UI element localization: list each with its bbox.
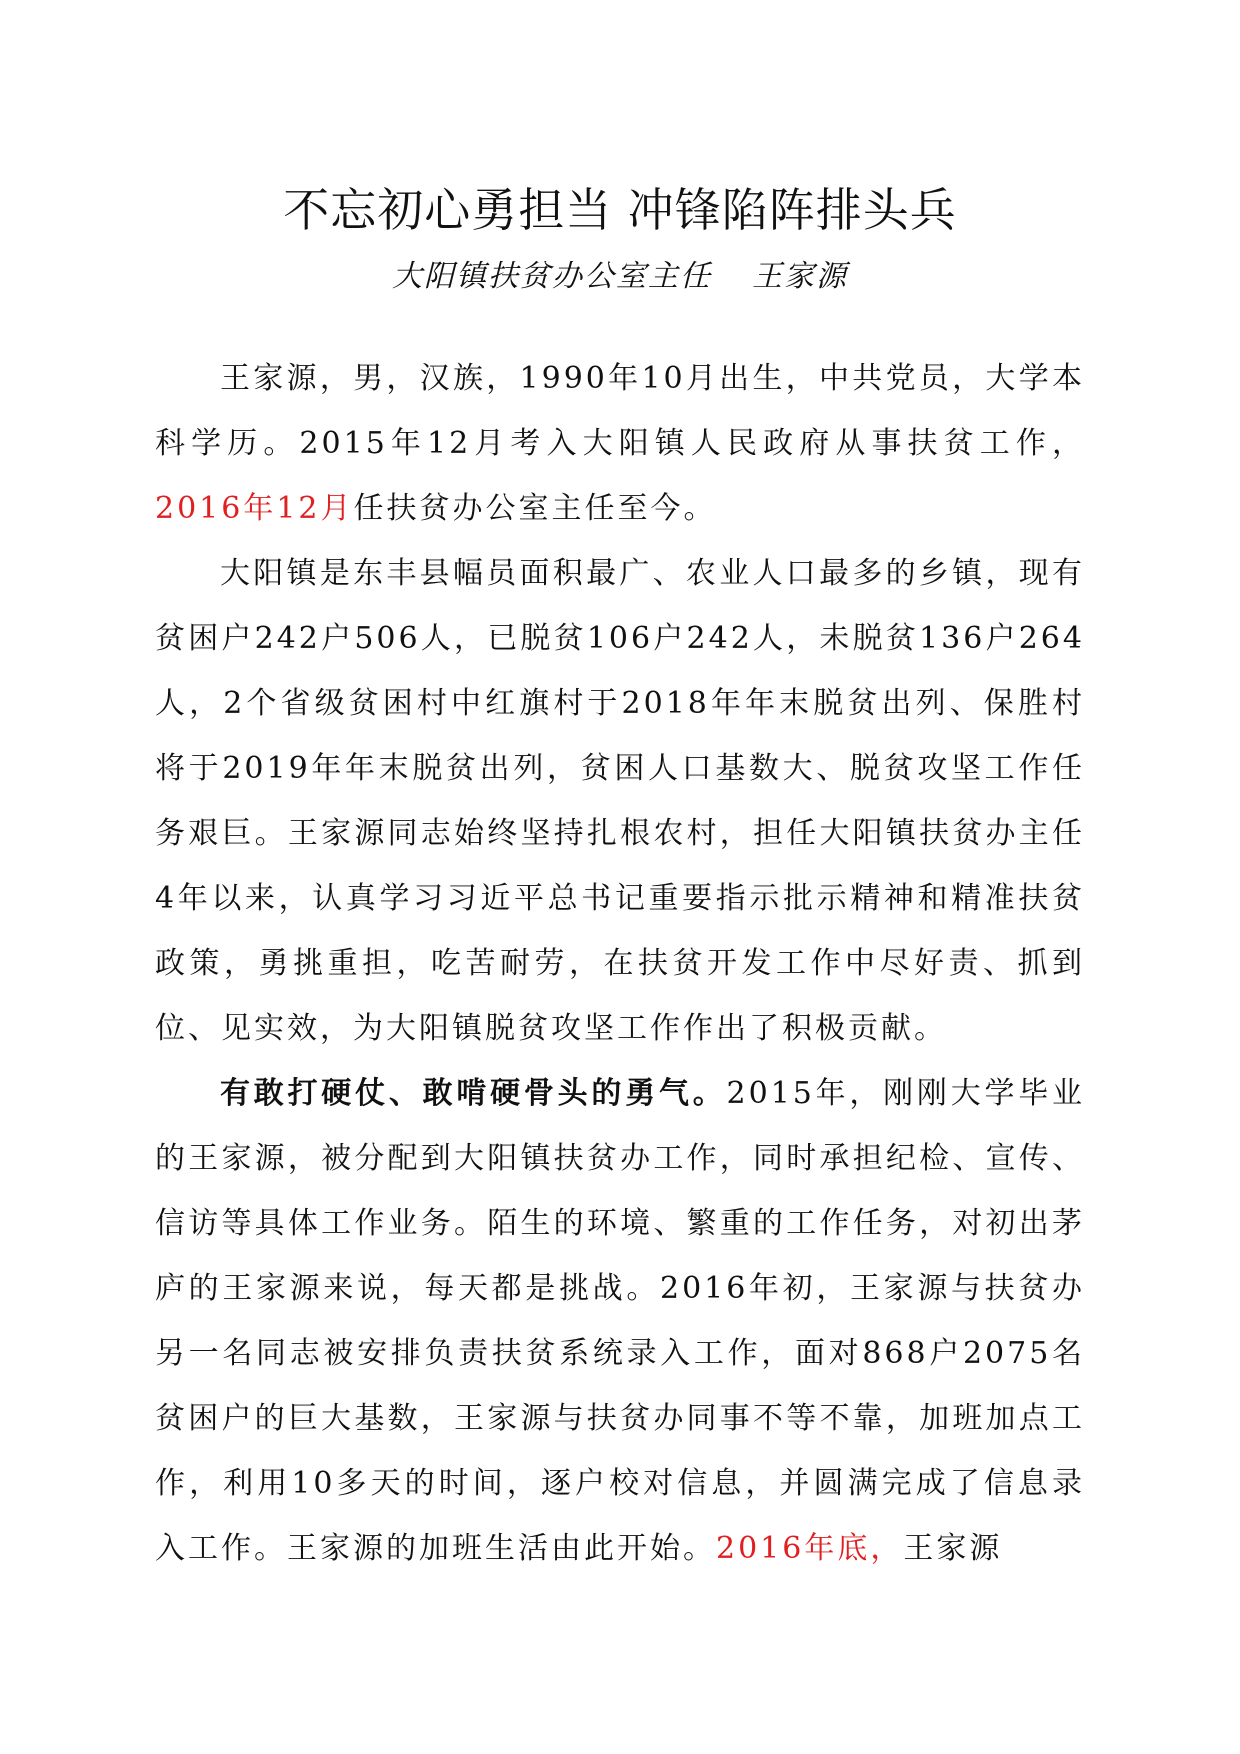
paragraph-text: 2015年，刚刚大学毕业的王家源，被分配到大阳镇扶贫办工作，同时承担纪检、宣传、信访等具体工作业务。陌生的环境、繁重的工作任务，对初出茅庐的王家源来说，每天都是挑战。2016年初，王家源与扶贫办另一名同志被安排负责扶贫系统录入工作，面对868户2075名贫困户的巨大基数，王家源与扶贫办同事不等不靠，加班加点工作，利用10多天的时间，逐户校对信息，并圆满完成了信息录入工作。王家源的加班生活由此开始。 bbox=[155, 1076, 1085, 1566]
paragraph-text: 王家源 bbox=[903, 1531, 1003, 1566]
section-lead-heading: 有敢打硬仗、敢啃硬骨头的勇气。 bbox=[220, 1076, 727, 1111]
page-title: 不忘初心勇担当 冲锋陷阵排头兵 bbox=[283, 183, 957, 237]
highlighted-date: 2016年12月 bbox=[155, 491, 354, 526]
document-body bbox=[155, 346, 1085, 1581]
author-position: 大阳镇扶贫办公室主任 bbox=[392, 259, 712, 294]
paragraph-text: 任扶贫办公室主任至今。 bbox=[353, 491, 717, 526]
paragraph-courage bbox=[155, 1061, 1085, 1581]
paragraph-town-overview bbox=[155, 541, 1085, 1061]
paragraph-intro bbox=[155, 346, 1085, 541]
paragraph-text: 王家源，男，汉族，1990年10月出生，中共党员，大学本科学历。2015年12月考入大阳镇人民政府从事扶贫工作， bbox=[155, 361, 1085, 461]
paragraph-text: 大阳镇是东丰县幅员面积最广、农业人口最多的乡镇，现有贫困户242户506人，已脱贫106户242人，未脱贫136户264人，2个省级贫困村中红旗村于2018年年末脱贫出列、保胜村将于2019年年末脱贫出列，贫困人口基数大、脱贫攻坚工作任务艰巨。王家源同志始终坚持扎根农村，担任大阳镇扶贫办主任4年以来，认真学习习近平总书记重要指示批示精神和精准扶贫政策，勇挑重担，吃苦耐劳，在扶贫开发工作中尽好责、抓到位、见实效，为大阳镇脱贫攻坚工作作出了积极贡献。 bbox=[155, 556, 1085, 1046]
author-line bbox=[0, 255, 1240, 299]
author-name: 王家源 bbox=[752, 259, 848, 294]
highlighted-date: 2016年底， bbox=[716, 1531, 904, 1566]
